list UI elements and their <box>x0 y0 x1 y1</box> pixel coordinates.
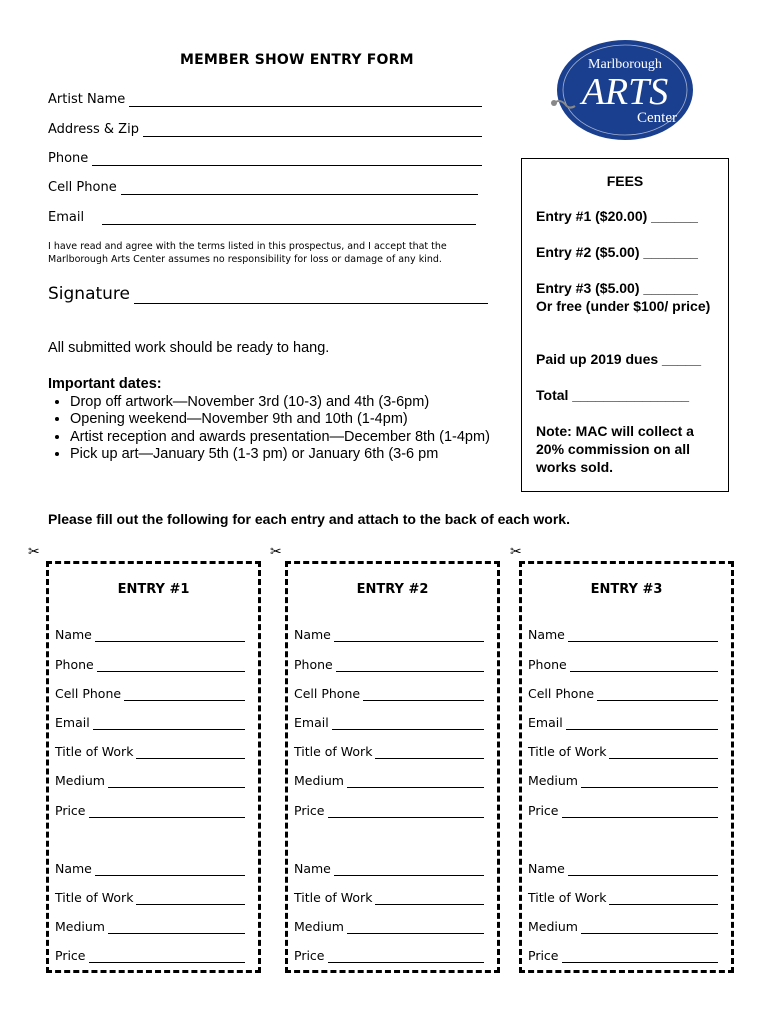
entry-field[interactable] <box>294 686 484 701</box>
entry-field-label: Cell Phone <box>55 686 122 701</box>
entry-card-3 <box>519 561 734 973</box>
field-line[interactable] <box>129 94 482 107</box>
entry-field[interactable] <box>528 686 718 701</box>
entry-field-label: Medium <box>528 919 578 934</box>
fee-item: Entry #1 ($20.00) ______ <box>536 208 698 224</box>
dates-list <box>48 394 518 464</box>
entry-field-label: Phone <box>528 657 567 672</box>
field-line[interactable] <box>92 153 482 166</box>
entry-field[interactable] <box>528 657 718 672</box>
entry-field-line[interactable] <box>609 747 718 759</box>
entry-field[interactable] <box>294 627 484 642</box>
entry-title: ENTRY #3 <box>590 582 663 597</box>
entry-field-label: Name <box>55 627 92 642</box>
entry-field-line[interactable] <box>581 776 718 788</box>
entry-field[interactable] <box>528 627 718 642</box>
logo-line3: Center <box>637 110 677 126</box>
field-line[interactable] <box>102 212 476 225</box>
entry-field[interactable] <box>294 744 484 759</box>
field-label: Address & Zip <box>48 122 139 137</box>
fees-box <box>521 158 729 492</box>
list-item: • Opening weekend—November 9th and 10th (1-4pm) <box>70 411 518 429</box>
entry-field-label: Title of Work <box>294 744 373 759</box>
artist-name-field[interactable] <box>48 92 482 107</box>
entry-field-line[interactable] <box>97 660 245 672</box>
entry-field-label: Medium <box>55 773 105 788</box>
entry-field[interactable] <box>55 948 245 963</box>
field-line[interactable] <box>143 124 482 137</box>
entry-field-line[interactable] <box>363 689 484 701</box>
entry-field-line[interactable] <box>336 660 484 672</box>
entry-field-line[interactable] <box>562 806 719 818</box>
entry-field-label: Phone <box>55 657 94 672</box>
entry-field-line[interactable] <box>568 864 718 876</box>
list-item: • Drop off artwork—November 3rd (10-3) and 4th (3-6pm) <box>70 394 518 412</box>
entry-field-label: Medium <box>528 773 578 788</box>
entry-field-label: Title of Work <box>528 890 607 905</box>
email-field[interactable] <box>48 210 476 225</box>
entry-field-line[interactable] <box>609 893 718 905</box>
scissors-icon: ✂ <box>28 543 40 559</box>
entry-field[interactable] <box>55 861 245 876</box>
entry-title: ENTRY #1 <box>117 582 190 597</box>
entry-field-label: Medium <box>294 919 344 934</box>
entry-field[interactable] <box>528 919 718 934</box>
entry-field[interactable] <box>528 948 718 963</box>
fee-item: Entry #3 ($5.00) _______ Or free (under $100/ price) <box>536 280 711 314</box>
entry-field-label: Name <box>294 861 331 876</box>
entry-field[interactable] <box>55 919 245 934</box>
entry-field-label: Name <box>294 627 331 642</box>
entry-field-line[interactable] <box>566 718 718 730</box>
entry-field[interactable] <box>55 715 245 730</box>
entry-field-line[interactable] <box>95 864 245 876</box>
dates-heading: Important dates: <box>48 376 162 392</box>
form-title: MEMBER SHOW ENTRY FORM <box>180 52 414 68</box>
entry-field[interactable] <box>528 744 718 759</box>
entry-field-line[interactable] <box>334 864 484 876</box>
entry-field[interactable] <box>294 919 484 934</box>
entry-field[interactable] <box>528 803 718 818</box>
entry-field-label: Email <box>528 715 563 730</box>
entry-field[interactable] <box>528 890 718 905</box>
entry-title: ENTRY #2 <box>356 582 429 597</box>
entry-field-line[interactable] <box>597 689 718 701</box>
entry-field-line[interactable] <box>328 806 485 818</box>
entry-field-line[interactable] <box>93 718 245 730</box>
entry-field-label: Price <box>528 948 559 963</box>
ready-note: All submitted work should be ready to hang. <box>48 340 330 356</box>
entry-field-line[interactable] <box>568 630 718 642</box>
entry-field[interactable] <box>294 861 484 876</box>
entry-field[interactable] <box>528 773 718 788</box>
entry-field-line[interactable] <box>108 776 245 788</box>
entry-field[interactable] <box>55 657 245 672</box>
entry-field[interactable] <box>294 803 484 818</box>
list-item: • Artist reception and awards presentation—December 8th (1-4pm) <box>70 429 518 447</box>
entry-field-label: Name <box>528 861 565 876</box>
field-label: Email <box>48 210 85 225</box>
entry-field-label: Medium <box>294 773 344 788</box>
entry-field-line[interactable] <box>375 893 484 905</box>
entry-field-label: Medium <box>55 919 105 934</box>
entry-field[interactable] <box>528 715 718 730</box>
entry-field[interactable] <box>55 686 245 701</box>
marlborough-arts-center-logo <box>545 38 695 142</box>
instructions: Please fill out the following for each entry and attach to the back of each work. <box>48 511 570 527</box>
entry-field-label: Name <box>528 627 565 642</box>
entry-field[interactable] <box>55 773 245 788</box>
list-item: • Pick up art—January 5th (1-3 pm) or January 6th (3-6 pm <box>70 446 518 464</box>
entry-field-line[interactable] <box>332 718 484 730</box>
entry-field-line[interactable] <box>108 922 245 934</box>
fee-note: Note: MAC will collect a 20% commission on all works sold. <box>536 423 694 475</box>
signature-line[interactable] <box>134 289 488 304</box>
entry-field[interactable] <box>294 773 484 788</box>
scissors-icon: ✂ <box>510 543 522 559</box>
phone-field[interactable] <box>48 151 482 166</box>
entry-field-line[interactable] <box>334 630 484 642</box>
entry-field-label: Price <box>55 948 86 963</box>
logo-line1: Marlborough <box>588 57 662 72</box>
fees-heading: FEES <box>606 173 644 189</box>
entry-field-line[interactable] <box>136 893 245 905</box>
entry-field-label: Title of Work <box>294 890 373 905</box>
entry-field-label: Title of Work <box>55 744 134 759</box>
entry-field[interactable] <box>294 948 484 963</box>
field-label: Phone <box>48 151 89 166</box>
entry-field[interactable] <box>55 890 245 905</box>
field-line[interactable] <box>121 182 478 195</box>
entry-field-label: Price <box>55 803 86 818</box>
entry-field-label: Email <box>55 715 90 730</box>
entry-card-1 <box>46 561 261 973</box>
entry-field[interactable] <box>55 744 245 759</box>
entry-field-label: Cell Phone <box>294 686 361 701</box>
cell-phone-field[interactable] <box>48 180 478 195</box>
entry-field-label: Title of Work <box>528 744 607 759</box>
entry-field-line[interactable] <box>375 747 484 759</box>
entry-field[interactable] <box>528 861 718 876</box>
entry-field[interactable] <box>294 657 484 672</box>
field-label: Cell Phone <box>48 180 117 195</box>
entry-field-label: Email <box>294 715 329 730</box>
signature-label: Signature <box>48 284 131 304</box>
entry-field-line[interactable] <box>89 806 246 818</box>
entry-field[interactable] <box>55 627 245 642</box>
fee-item: Paid up 2019 dues _____ <box>536 351 701 367</box>
entry-field[interactable] <box>294 715 484 730</box>
terms-text: I have read and agree with the terms listed in this prospectus, and I accept that the Marlborough Arts Center assumes no responsibility for loss or damage of any kind. <box>48 241 447 265</box>
important-dates <box>48 376 518 464</box>
entry-field-label: Price <box>528 803 559 818</box>
entry-field-line[interactable] <box>89 951 246 963</box>
logo-line2: ARTS <box>581 71 669 113</box>
entry-field-line[interactable] <box>136 747 245 759</box>
entry-field-line[interactable] <box>328 951 485 963</box>
fee-item: Total _______________ <box>536 387 690 403</box>
entry-field-label: Phone <box>294 657 333 672</box>
field-label: Artist Name <box>48 92 126 107</box>
entry-field-label: Title of Work <box>55 890 134 905</box>
signature-field[interactable] <box>48 284 488 304</box>
entry-field-label: Cell Phone <box>528 686 595 701</box>
entry-card-2 <box>285 561 500 973</box>
address-field[interactable] <box>48 122 482 137</box>
fee-item: Entry #2 ($5.00) _______ <box>536 244 698 260</box>
entry-field-line[interactable] <box>562 951 719 963</box>
entry-field-label: Price <box>294 948 325 963</box>
entry-field-line[interactable] <box>581 922 718 934</box>
entry-field-line[interactable] <box>124 689 245 701</box>
scissors-icon: ✂ <box>270 543 282 559</box>
entry-field-line[interactable] <box>570 660 718 672</box>
entry-field-label: Name <box>55 861 92 876</box>
entry-field-line[interactable] <box>347 922 484 934</box>
entry-field-line[interactable] <box>95 630 245 642</box>
entry-field[interactable] <box>294 890 484 905</box>
entry-field-label: Price <box>294 803 325 818</box>
entry-field-line[interactable] <box>347 776 484 788</box>
entry-field[interactable] <box>55 803 245 818</box>
